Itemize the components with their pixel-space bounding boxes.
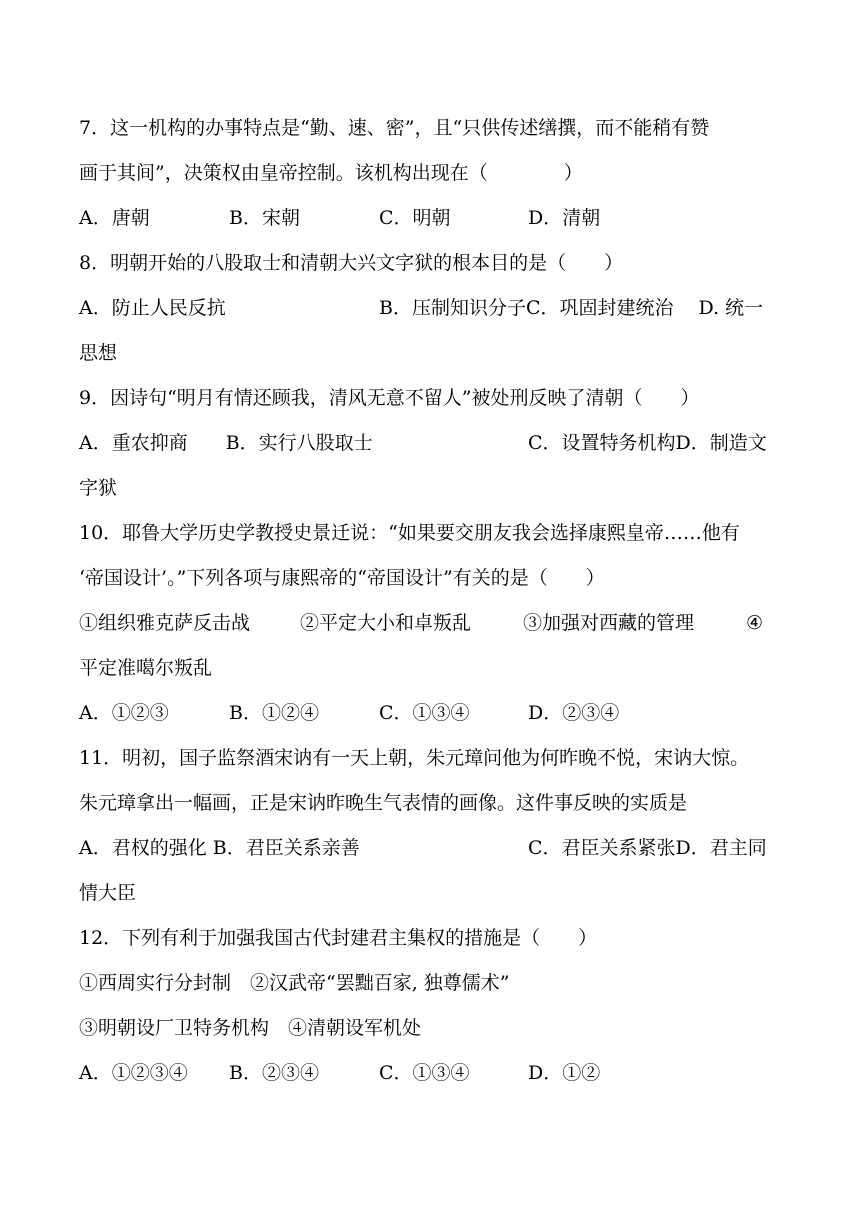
q10-stem-line-2: ‘帝国设计’。”下列各项与康熙帝的“帝国设计”有关的是（ ） [79,567,605,589]
q7-stem-line-2: 画于其间”，决策权由皇帝控制。该机构出现在（ ） [79,162,583,184]
q10-item-1: ①组织雅克萨反击战 [79,612,251,634]
q7-option-d: D．清朝 [528,207,601,229]
q12-option-a: A．①②③④ [79,1062,188,1084]
q7-option-b: B．宋朝 [229,207,300,229]
q10-items [79,606,799,640]
q10-options [79,696,799,730]
q10-item-4-marker: ④ [746,612,764,634]
q11-option-ab: A．君权的强化 B．君臣关系亲善 [79,837,360,859]
q9-options [79,426,799,460]
q10-option-b: B．①②④ [229,702,319,724]
q10-option-d: D．②③④ [528,702,620,724]
q12-items-line-1: ①西周实行分封制 ②汉武帝“罢黜百家, 独尊儒术” [79,972,510,994]
q7-option-c: C．明朝 [379,207,451,229]
q11-option-wrap: 情大臣 [79,882,137,904]
q9-option-ab: A．重农抑商 B．实行八股取士 [79,432,373,454]
q12-stem: 12．下列有利于加强我国古代封建君主集权的措施是（ ） [79,927,598,949]
q8-option-a: A．防止人民反抗 [79,297,226,319]
q9-stem: 9．因诗句“明月有情还顾我，清风无意不留人”被处刑反映了清朝（ ） [79,387,700,409]
q12-option-d: D．①② [528,1062,601,1084]
q8-stem: 8．明朝开始的八股取士和清朝大兴文字狱的根本目的是（ ） [79,252,624,274]
q8-options [79,291,799,325]
q10-option-c: C．①③④ [379,702,470,724]
q10-option-a: A．①②③ [79,702,169,724]
q11-stem-line-1: 11．明初，国子监祭酒宋讷有一天上朝，朱元璋问他为何昨晚不悦，宋讷大惊。 [79,747,750,769]
q12-option-c: C．①③④ [379,1062,470,1084]
q10-item-2: ②平定大小和卓叛乱 [300,612,472,634]
q11-option-cd: C．君臣关系紧张D．君主同 [528,837,767,859]
q8-option-wrap: 思想 [79,342,118,364]
q7-stem-line-1: 7．这一机构的办事特点是“勤、速、密”，且“只供传述缮撰，而不能稍有赞 [79,117,710,139]
q11-stem-line-2: 朱元璋拿出一幅画，正是宋讷昨晚生气表情的画像。这件事反映的实质是 [79,792,688,814]
q10-stem-line-1: 10．耶鲁大学历史学教授史景迁说：“如果要交朋友我会选择康熙皇帝……他有 [79,522,740,544]
q12-option-b: B．②③④ [229,1062,319,1084]
q11-options [79,831,799,865]
q8-option-bcd: B．压制知识分子C．巩固封建统治 D. 统一 [379,297,764,319]
q10-item-3: ③加强对西藏的管理 [523,612,695,634]
q9-option-cd: C．设置特务机构D．制造文 [528,432,767,454]
q9-option-wrap: 字狱 [79,477,118,499]
q10-item-wrap: 平定准噶尔叛乱 [79,657,213,679]
q7-options [79,201,799,235]
q12-options [79,1056,799,1090]
q12-items-line-2: ③明朝设厂卫特务机构 ④清朝设军机处 [79,1017,422,1039]
q7-option-a: A．唐朝 [79,207,150,229]
